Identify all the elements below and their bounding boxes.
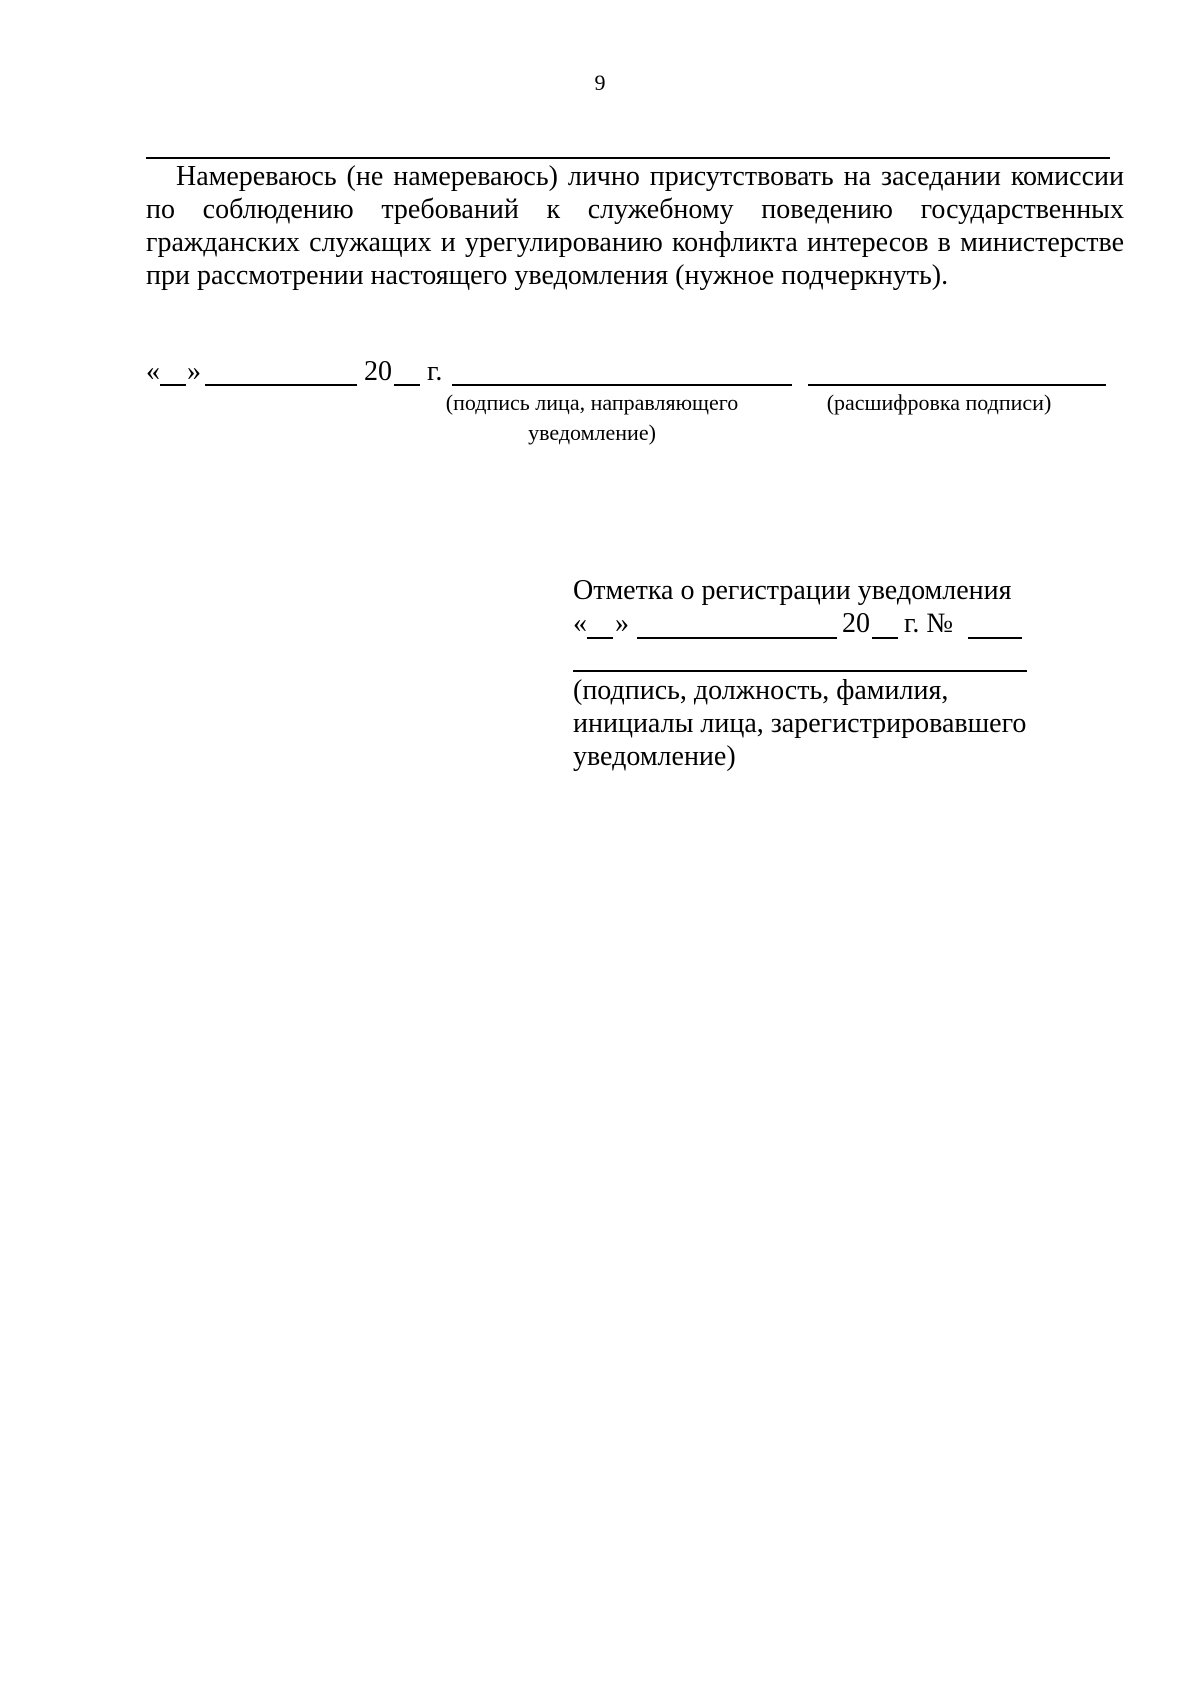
month-blank <box>205 384 357 386</box>
reg-signature-blank <box>573 670 1027 672</box>
signature-caption-line2: уведомление) <box>528 420 656 445</box>
signature-caption-line1: (подпись лица, направляющего <box>445 390 739 415</box>
reg-caption-line1: (подпись, должность, фамилия, <box>573 675 949 706</box>
date-quote-open: « <box>146 356 160 387</box>
reg-quote-open: « <box>573 608 587 639</box>
intent-paragraph: Намереваюсь (не намереваюсь) лично присутствовать на заседании комиссии по соблюдению требований к служебному поведению государственных гражданских служащих и урегулированию конфликта интересов в министерстве при рассмотрении настоящего уведомления (нужное подчеркнуть). <box>146 161 1124 291</box>
signature-blank <box>452 384 792 386</box>
reg-year-blank <box>872 637 898 639</box>
signature-decode-blank <box>808 384 1106 386</box>
reg-caption-line3: уведомление) <box>573 741 736 772</box>
reg-month-blank <box>637 637 837 639</box>
reg-caption-line2: инициалы лица, зарегистрировавшего <box>573 708 1027 739</box>
reg-year-prefix: 20 <box>842 608 870 639</box>
reg-year-suffix: г. № <box>904 608 954 639</box>
reg-day-blank <box>587 637 613 639</box>
year-prefix: 20 <box>364 356 392 387</box>
day-blank <box>160 384 186 386</box>
registration-title: Отметка о регистрации уведомления <box>573 575 1012 606</box>
reg-number-blank <box>968 637 1022 639</box>
reg-quote-close: » <box>615 608 629 639</box>
top-rule <box>146 157 1110 159</box>
date-quote-close: » <box>187 356 201 387</box>
page-number: 9 <box>594 70 606 95</box>
decode-caption: (расшифровка подписи) <box>826 390 1052 415</box>
year-blank <box>394 384 420 386</box>
year-suffix: г. <box>427 356 443 387</box>
